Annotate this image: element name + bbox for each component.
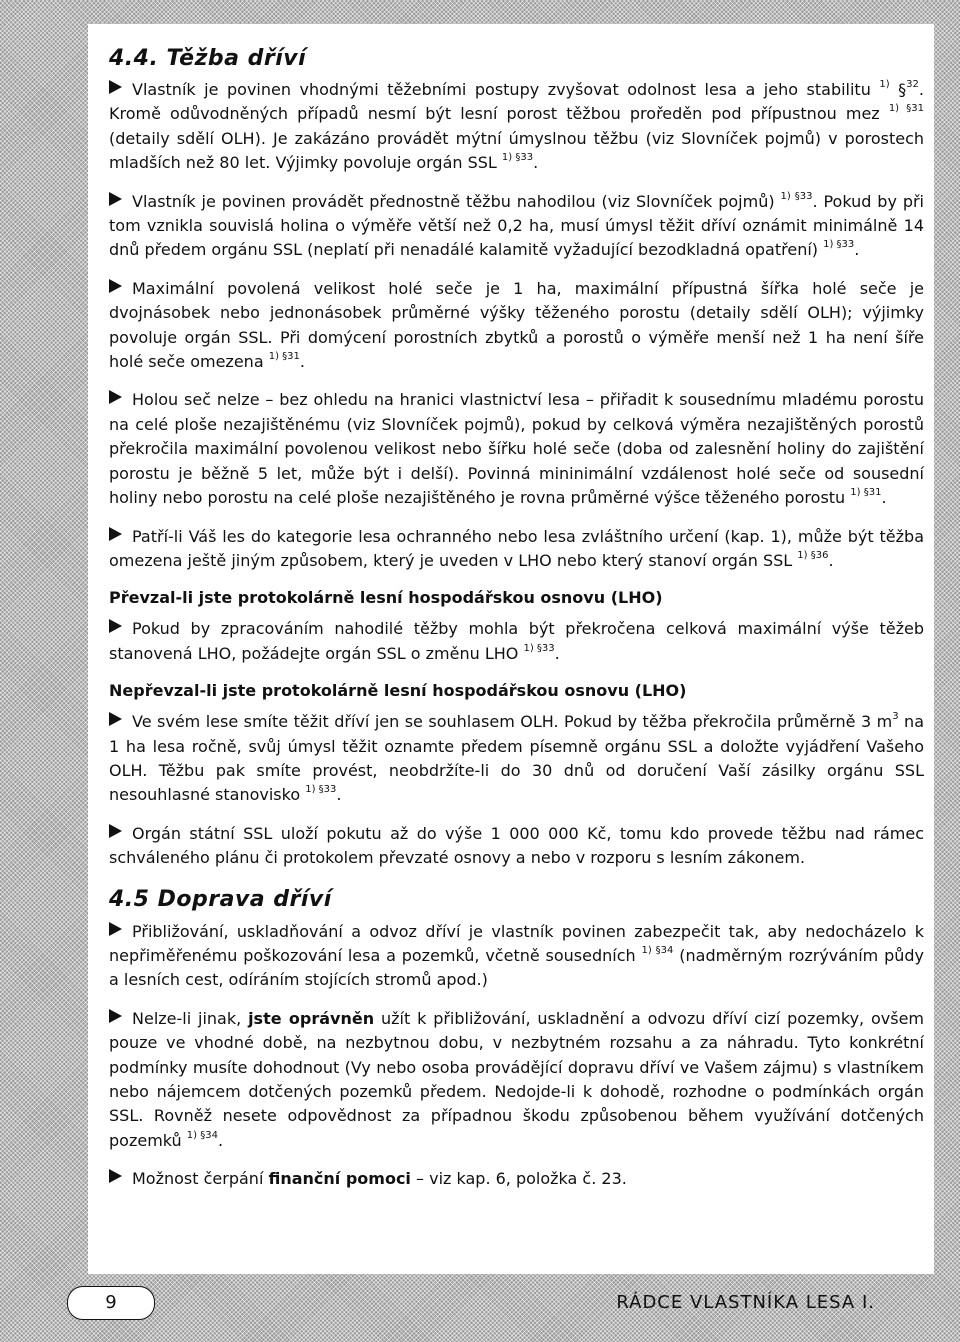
paragraph-pokuta: Orgán státní SSL uloží pokutu až do výše 1 000 000 Kč, tomu kdo provede těžbu nad rámec schváleného plánu či protokolem převzaté osnovy a nebo v rozporu s lesním zákonem. (109, 823, 924, 868)
publication-title: RÁDCE VLASTNÍKA LESA I. (616, 1292, 875, 1313)
subheading-prevzal-lho: Převzal-li jste protokolárně lesní hospodářskou osnovu (LHO) (109, 588, 663, 608)
bullet-arrow-icon (109, 1169, 122, 1183)
bullet-arrow-icon (109, 390, 122, 404)
bullet-arrow-icon (109, 824, 122, 838)
paragraph-ochranny-les: Patří-li Váš les do kategorie lesa ochranného nebo lesa zvláštního určení (kap. 1), může být těžba omezena ještě jiným způsobem, který je uveden v LHO nebo který stanoví orgán SSL $^{1) \S 36}$. (109, 526, 924, 570)
paragraph-hola-sec-velikost: Maximální povolená velikost holé seče je 1 ha, maximální přípustná šířka holé seče je dvojnásobek nebo jednonásobek průměrné výšky těženého porostu (detaily sdělí OLH); výjimky povoluje orgán SSL. Při domýcení porostních zbytků a porostů o výměře menší než 1 ha není šíře holé seče omezena $^{1) \S 31}$. (109, 278, 924, 372)
subheading-neprevzal-lho: Nepřevzal-li jste protokolárně lesní hospodářskou osnovu (LHO) (109, 681, 687, 701)
section-title-tezba: 4.4. Těžba dříví (109, 46, 307, 71)
bullet-arrow-icon (109, 527, 122, 541)
paragraph-hola-sec-sousedni: Holou seč nelze – bez ohledu na hranici vlastnictví lesa – přiřadit k sousednímu mladému porostu na celé ploše nezajištěnému (viz Slovníček pojmů), pokud by celková výměra nezajištěných porostů překročila maximální povolenou velikost nebo šířku holé seče (doba od zalesnění holiny do zajištění porostu je běžně 5 let, může být i delší). Povinná mininimální vzdálenost holé seče od sousední holiny nebo porostu na celé ploše nezajištěného je rovna průměrné výšce těženého porostu $^{1) \S 31}$. (109, 390, 924, 508)
bullet-arrow-icon (109, 80, 122, 94)
bullet-arrow-icon (109, 922, 122, 936)
section-title-doprava: 4.5 Doprava dříví (109, 886, 332, 912)
paragraph-priblizovani: Přibližování, uskladňování a odvoz dříví je vlastník povinen zabezpečit tak, aby nedocházelo k nepřiměřenému poškozování lesa a pozemků, včetně sousedních $^{1) \S 34}$ (nadměrným rozrýváním půdy a lesních cest, odíráním stojících stromů apod.) (109, 921, 925, 990)
bullet-arrow-icon (109, 1009, 122, 1023)
paragraph-nahodila-tezba: Vlastník je povinen provádět přednostně těžbu nahodilou (viz Slovníček pojmů) $^{1) \S 33}$. Pokud by při tom vznikla souvislá holina o výměře větší než 0,2 ha, musí úmysl těžit dříví oznámit minimálně 14 dnů předem orgánu SSL (neplatí při nenadálé kalamitě vyžadující bezodkladná opatření) $^{1) \S 33}$. (109, 190, 924, 260)
paragraph-souhlas-olh: Ve svém lese smíte těžit dříví jen se souhlasem OLH. Pokud by těžba překročila průměrně 3 $m^3$ na 1 ha lesa ročně, svůj úmysl těžit oznamte předem písemně orgánu SSL a doložte vyjádření Vašeho OLH. Těžbu pak smíte provést, neobdržíte-li do 30 dnů od doručení Vaší zásilky orgánu SSL nesouhlasné stanovisko $^{1) \S 33}$. (109, 711, 925, 805)
paragraph-financni-pomoc: Možnost čerpání finanční pomoci – viz kap. 6, položka č. 23. (109, 1167, 924, 1191)
paragraph-cizi-pozemky: Nelze-li jinak, jste oprávněn užít k přibližování, uskladnění a odvozu dříví cizí pozemky, ovšem pouze ve vhodné době, na nezbytnou dobu, v nezbytném rozsahu a za náhradu. Tyto konkrétní podmínky musíte dohodnout (Vy nebo osoba provádějící dopravu dříví ve Vašem zájmu) s vlastníkem nebo nájemcem dotčených pozemků předem. Nedojde-li k dohodě, rozhodne o podmínkách orgán SSL. Rovněž nesete odpovědnost za případnou škodu způsobenou během využívání dotčených pozemků $^{1) \S 34}$. (109, 1008, 924, 1150)
bullet-arrow-icon (109, 192, 122, 206)
paragraph-stability: Vlastník je povinen vhodnými těžebními postupy zvyšovat odolnost lesa a jeho stabilitu $^{1)}$ §$^{32}$. Kromě odůvodněných případů nesmí být lesní porost těžbou proředěn pod přípustnou mez $^{1) \S 31}$ (detaily sdělí OLH). Je zakázáno provádět mýtní úmyslnou těžbu (viz Slovníček pojmů) v porostech mladších než 80 let. Výjimky povoluje orgán SSL $^{1) \S 33}$. (109, 79, 925, 173)
paragraph-zmena-lho: Pokud by zpracováním nahodilé těžby mohla být překročena celková maximální výše těžeb stanovená LHO, požádejte orgán SSL o změnu LHO $^{1) \S 33}$. (109, 619, 924, 663)
bullet-arrow-icon (109, 619, 122, 633)
document-page (88, 24, 934, 1274)
page-number: 9 (67, 1286, 155, 1320)
bullet-arrow-icon (109, 712, 122, 726)
bullet-arrow-icon (109, 279, 122, 293)
page-footer (67, 1282, 935, 1322)
